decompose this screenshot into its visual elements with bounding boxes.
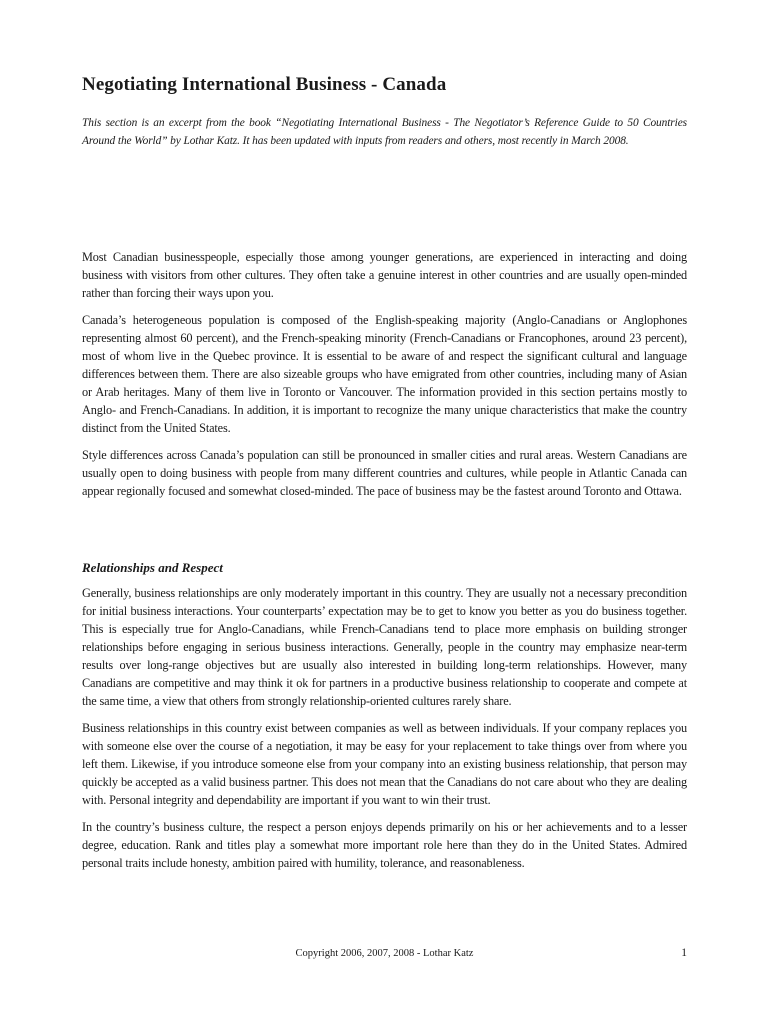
paragraph: Style differences across Canada’s population can still be pronounced in smaller cities and rural areas. Western Canadians are usually open to doing business with people from many different countries and cultures, while people in Atlantic Canada can appear regionally focused and somewhat closed-minded. The pace of business may be the fastest around Toronto and Ottawa. — [82, 448, 687, 498]
paragraph: Canada’s heterogeneous population is composed of the English-speaking majority (Anglo-Canadians or Anglophones representing almost 60 percent), and the French-speaking minority (French-Canadians or Francophones, around 23 percent), most of whom live in the Quebec province. It is essential to be aware of and respect the significant cultural and language differences between them. There are also sizeable groups who have emigrated from other countries, including many of Asian or Arab heritages. Many of them live in Toronto or Vancouver. The information provided in this section pertains mostly to Anglo- and French-Canadians. In addition, it is important to recognize the many unique characteristics that make the country distinct from the United States. — [82, 313, 687, 435]
paragraph: Generally, business relationships are only moderately important in this country. They are usually not a necessary precondition for initial business interactions. Your counterparts’ expectation may be to get to know you better as you do business together. This is especially true for Anglo-Canadians, while French-Canadians tend to place more emphasis on building stronger relationships before engaging in serious business interactions. Generally, people in the country may emphasize near-term results over long-range objectives but are usually also interested in building long-term relationships. However, many Canadians are competitive and may think it ok for partners in a productive business relationship to cooperate and compete at the same time, a view that others from strongly relationship-oriented cultures rarely share. — [82, 586, 687, 708]
copyright-footer: Copyright 2006, 2007, 2008 - Lothar Katz — [295, 948, 474, 959]
excerpt-note: This section is an excerpt from the book “Negotiating International Business - The Negotiator’s Reference Guide to 50 Countries Around the World” by Lothar Katz. It has been updated with inputs from readers and others, most recently in March 2008. — [82, 117, 687, 147]
overview-section — [82, 248, 687, 500]
page-number: 1 — [681, 947, 687, 959]
paragraph: In the country’s business culture, the respect a person enjoys depends primarily on his or her achievements and to a lesser degree, education. Rank and titles play a somewhat more important role here than they do in the United States. Admired personal traits include honesty, ambition paired with humility, tolerance, and reasonableness. — [82, 820, 687, 870]
document-title: Negotiating International Business - Canada — [82, 74, 447, 95]
relationships-section — [82, 584, 687, 872]
paragraph: Business relationships in this country exist between companies as well as between individuals. If your company replaces you with someone else over the course of a negotiation, it may be easy for your replacement to take things over from where you left them. Likewise, if you introduce someone else from your company into an existing business relationship, that person may quickly be accepted as a valid business partner. This does not mean that the Canadians do not care about who they are dealing with. Personal integrity and dependability are important if you want to win their trust. — [82, 721, 687, 807]
paragraph: Most Canadian businesspeople, especially those among younger generations, are experienced in interacting and doing business with visitors from other cultures. They often take a genuine interest in other countries and are usually open-minded rather than forcing their ways upon you. — [82, 250, 687, 300]
section-heading: Relationships and Respect — [82, 560, 223, 575]
document-page — [82, 0, 687, 1024]
